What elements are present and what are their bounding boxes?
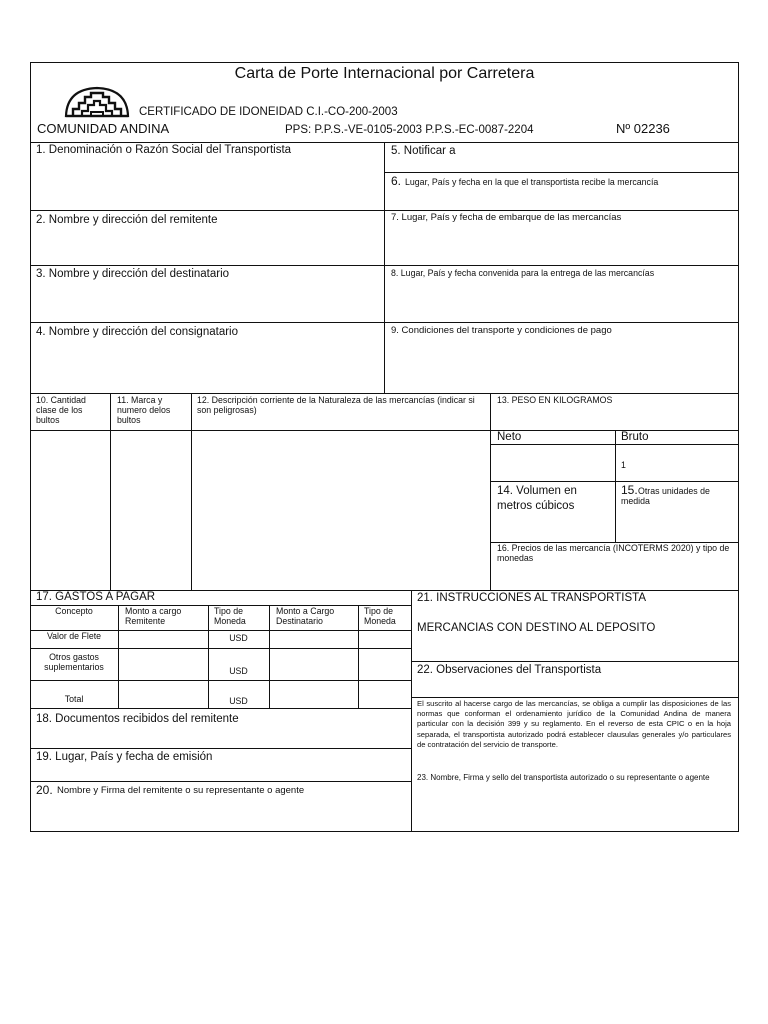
gastos-row-flete-concepto: Valor de Flete [46,631,102,641]
field-14-volumen: 14. Volumen en metros cúbicos [497,485,577,512]
field-9-condiciones: 9. Condiciones del transporte y condiciones de pago [391,325,612,336]
gastos-header-moneda-1: Tipo de Moneda [214,606,246,627]
gastos-row-total-moneda: USD [229,696,248,706]
form-title: Carta de Porte Internacional por Carretera [234,65,535,82]
field-2-remitente: 2. Nombre y dirección del remitente [36,214,218,226]
gastos-header-monto-destinatario: Monto a Cargo Destinatario [276,606,335,627]
field-22-observaciones: 22. Observaciones del Transportista [417,664,602,676]
document-number: Nº 02236 [616,121,670,136]
gastos-header-concepto: Concepto [55,606,93,616]
org-name: COMUNIDAD ANDINA [37,121,170,136]
peso-neto-label: Neto [497,431,522,443]
field-3-destinatario: 3. Nombre y dirección del destinatario [36,268,230,280]
field-13-peso: 13. PESO EN KILOGRAMOS [497,395,613,405]
field-21-instrucciones: 21. INSTRUCCIONES AL TRANSPORTISTA [417,592,646,604]
gastos-row-otros-concepto: Otros gastos suplementarios [44,652,104,673]
declaration-text: El suscrito al hacerse cargo de las mercancías, se obliga a cumplir las disposiciones de las normas que conforman el ordenamiento jurídico de la Comunidad Andina de manera particular con la decisión 399 y su reglamento. En el reverso de esta CPIC o en la hoja separada, el transportista autorizado podrá establecer clausulas generales y/o particulares de contratación del servicio de transporte. [417,699,731,749]
field-16-precios: 16. Precios de las mercancía (INCOTERMS 2020) y tipo de monedas [497,543,730,564]
field-20-number: 20. [36,783,53,797]
field-6-recepcion: Lugar, País y fecha en la que el transportista recibe la mercancía [405,177,659,187]
pps-numbers: PPS: P.P.S.-VE-0105-2003 P.P.S.-EC-0087-2204 [285,124,534,136]
comunidad-andina-logo [63,85,131,119]
field-19-emision: 19. Lugar, País y fecha de emisión [36,751,213,763]
field-12-descripcion: 12. Descripción corriente de la Naturaleza de las mercancías (indicar si son peligrosas) [197,395,475,416]
field-8-entrega: 8. Lugar, País y fecha convenida para la entrega de las mercancías [391,268,655,278]
field-5-notificar: 5. Notificar a [391,145,456,157]
field-10-cantidad: 10. Cantidad clase de los bultos [36,395,86,426]
field-20-firma-remitente: Nombre y Firma del remitente o su representante o agente [57,785,305,796]
field-4-consignatario: 4. Nombre y dirección del consignatario [36,326,238,338]
field-15-number: 15. [621,483,638,497]
field-17-gastos: 17. GASTOS A PAGAR [36,591,156,603]
field-6-number: 6. [391,174,402,188]
peso-bruto-value: 1 [621,460,626,470]
gastos-header-moneda-2: Tipo de Moneda [364,606,396,627]
gastos-row-flete-moneda: USD [229,633,248,643]
field-23-firma-transportista: 23. Nombre, Firma y sello del transportista autorizado o su representante o agente [417,773,710,782]
peso-bruto-label: Bruto [621,431,649,443]
field-1-transportista: 1. Denominación o Razón Social del Transportista [36,144,292,156]
certificate-id: CERTIFICADO DE IDONEIDAD C.I.-CO-200-2003 [139,106,398,118]
gastos-row-otros-moneda: USD [229,666,248,676]
gastos-header-monto-remitente: Monto a cargo Remitente [125,606,182,627]
field-7-embarque: 7. Lugar, País y fecha de embarque de las mercancías [391,212,622,223]
field-11-marca: 11. Marca y numero delos bultos [117,395,171,426]
field-18-documentos: 18. Documentos recibidos del remitente [36,713,239,725]
field-15-otras-unidades: Otras unidades de medida [621,486,710,507]
field-21-value: MERCANCIAS CON DESTINO AL DEPOSITO [417,622,656,634]
gastos-row-total-concepto: Total [64,694,84,704]
